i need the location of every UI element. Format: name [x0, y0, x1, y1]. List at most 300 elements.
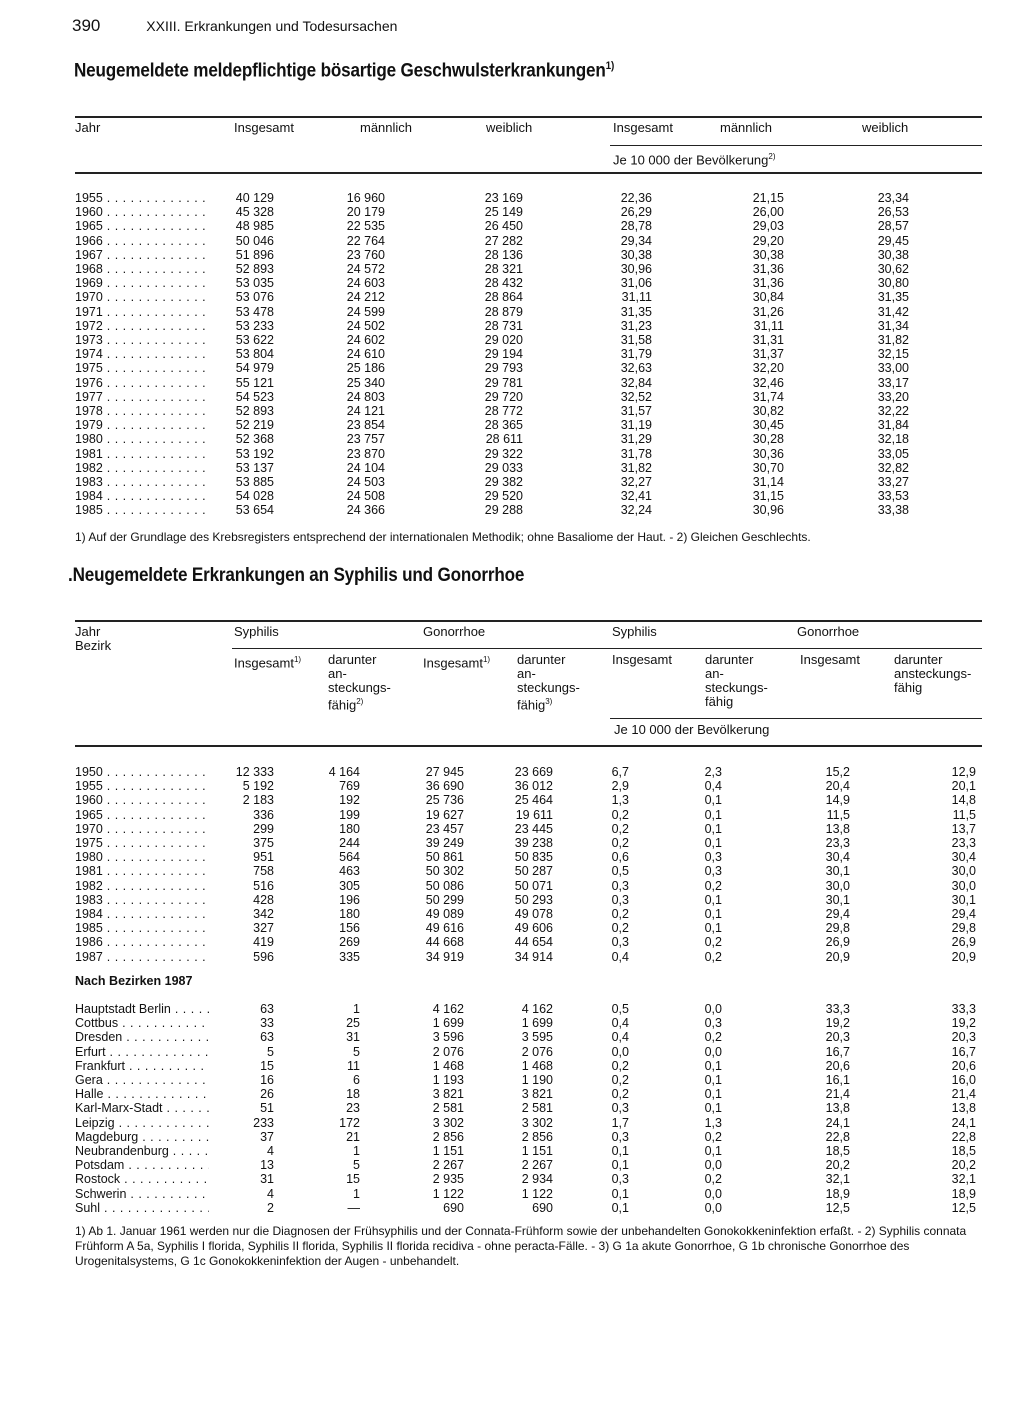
t2-bezirk-cell: 2 076	[521, 1044, 553, 1059]
t2-cell: 0,1	[704, 807, 722, 822]
t1-row	[75, 447, 982, 461]
t2-bezirk-row	[75, 1172, 982, 1186]
t2-cell: 0,3	[704, 850, 722, 865]
t2-cell: 327	[253, 921, 274, 936]
t1-cell: 32,20	[752, 361, 784, 376]
t2-bezirk-row	[75, 1158, 982, 1172]
t2-cell: 25 736	[425, 793, 464, 808]
t2-cell: 50 302	[425, 864, 464, 879]
t2-cell: 13,7	[951, 821, 976, 836]
t2-bezirk-cell: 21	[346, 1129, 360, 1144]
t2-cell: 49 078	[514, 907, 553, 921]
t2-bezirk-cell: 1 190	[521, 1073, 553, 1087]
t2-cell: 36 012	[514, 779, 553, 794]
t2-cell: 5 192	[242, 779, 274, 794]
t2-cell: 12 333	[235, 765, 274, 779]
t2-cell: 0,4	[611, 949, 629, 964]
t2-cell: 192	[339, 793, 360, 808]
t1-row-label: 1973 . . .	[75, 333, 209, 347]
t2-col-bezirk: Bezirk	[75, 638, 112, 653]
t1-row	[75, 333, 982, 347]
t1-row-label: 1975 . . .	[75, 361, 209, 375]
t2-bezirk-cell: 2 856	[521, 1129, 553, 1144]
t2-cell: 419	[253, 935, 274, 950]
t2-bezirk-row-label: Karl-Marx-Stadt . . .	[75, 1101, 209, 1115]
t2-row	[75, 864, 982, 878]
t1-cell: 32,18	[877, 432, 909, 447]
t2-bezirk-row-label: Dresden . . .	[75, 1030, 209, 1044]
t2-cell: 44 668	[425, 935, 464, 950]
t2-cell: 23 457	[425, 821, 464, 836]
t1-cell: 31,15	[752, 489, 784, 504]
t1-cell: 26,29	[620, 205, 652, 220]
t2-bezirk-row	[75, 1187, 982, 1201]
t1-cell: 53 622	[235, 333, 274, 347]
t2-row-label: 1970 . . .	[75, 822, 209, 836]
t2-bezirk-cell: 31	[260, 1172, 274, 1187]
t1-row	[75, 305, 982, 319]
t2-cell: 50 861	[425, 850, 464, 865]
t2-cell: 49 606	[514, 921, 553, 936]
t1-cell: 25 149	[484, 205, 523, 220]
t2-row-label: 1981 . . .	[75, 864, 209, 878]
t2-bezirk-cell: 0,3	[704, 1016, 722, 1031]
t1-cell: 28 611	[485, 432, 523, 447]
t2-cell: 29,4	[825, 907, 850, 921]
t2-bezirk-cell: 0,2	[611, 1087, 629, 1102]
t2-bezirk-cell: 16,7	[951, 1044, 976, 1059]
t2-syph-insg-footnote-mark: 1)	[293, 655, 302, 664]
t2-bezirk-row-label: Hauptstadt Berlin . . .	[75, 1002, 209, 1016]
t2-bezirk-row-label: Suhl . . .	[75, 1201, 209, 1215]
t2-cell: 14,9	[825, 793, 850, 808]
t1-cell: 33,20	[877, 389, 909, 404]
table1-title	[74, 60, 614, 82]
t2-bezirk-cell: 32,1	[951, 1172, 976, 1187]
t2-bezirk-cell: 23	[346, 1101, 360, 1116]
t1-cell: 29,34	[620, 233, 652, 248]
t2-row-label: 1975 . . .	[75, 836, 209, 850]
t2-gon-rate-darunter: darunter ansteckungs- fähig	[894, 652, 972, 695]
t2-bezirk-cell: 16	[260, 1073, 274, 1087]
t2-bezirk-row-label: Gera . . .	[75, 1073, 209, 1087]
t2-cell: 0,1	[704, 793, 722, 808]
t2-bezirk-row	[75, 1130, 982, 1144]
t2-bezirk-cell: 0,0	[704, 1044, 722, 1059]
t2-bezirk-cell: 12,5	[951, 1200, 976, 1215]
t1-cell: 31,14	[752, 475, 784, 489]
t1-cell: 32,46	[752, 375, 784, 390]
t2-cell: 30,4	[825, 850, 850, 865]
t2-cell: 0,3	[611, 892, 629, 907]
t1-cell: 24 610	[346, 347, 385, 362]
t2-bezirk-cell: 1 468	[432, 1058, 464, 1073]
t1-cell: 31,11	[621, 290, 652, 305]
t1-cell: 31,36	[752, 276, 784, 291]
t2-rate-header: Je 10 000 der Bevölkerung	[614, 722, 770, 737]
t2-bezirk-cell: 1	[353, 1002, 360, 1016]
t2-bezirk-cell: 20,6	[951, 1058, 976, 1073]
t2-row	[75, 808, 982, 822]
t2-bezirk-cell: 1 699	[432, 1016, 464, 1031]
t2-bezirk-cell: 0,4	[611, 1016, 629, 1031]
t2-cell: 0,2	[704, 878, 722, 893]
t1-cell: 20 179	[346, 205, 385, 220]
t2-col-gonorrhoe-rate: Gonorrhoe	[797, 624, 860, 639]
t2-bezirk-cell: 0,1	[704, 1087, 722, 1102]
t2-bezirk-cell: 0,2	[704, 1129, 722, 1144]
t2-cell: 50 835	[514, 850, 553, 865]
t1-cell: 31,79	[620, 347, 652, 362]
t2-bezirk-cell: 2	[267, 1200, 274, 1215]
t1-cell: 24 803	[346, 389, 385, 404]
t1-cell: 29,45	[877, 233, 909, 248]
t2-bezirk-cell: 0,2	[611, 1073, 629, 1087]
t1-row-label: 1955 . . .	[75, 191, 209, 205]
t1-row-label: 1966 . . .	[75, 234, 209, 248]
t2-bezirk-cell: 15	[260, 1058, 274, 1073]
t2-bezirk-cell: 0,1	[611, 1158, 629, 1173]
t2-cell: 12,9	[951, 765, 976, 779]
t1-cell: 53 233	[235, 318, 274, 333]
t2-cell: 19 627	[425, 807, 464, 822]
t2-syph-darunter-footnote-mark: 2)	[356, 697, 364, 706]
t2-bezirk-cell: 0,2	[704, 1030, 722, 1045]
t1-cell: 28,57	[877, 219, 909, 234]
t2-bezirk-row-label: Potsdam . . .	[75, 1158, 209, 1172]
t2-bezirk-cell: 13,8	[951, 1101, 976, 1116]
t1-row	[75, 191, 982, 205]
t1-cell: 24 602	[346, 333, 385, 347]
t1-col-weiblich-rate: weiblich	[862, 120, 909, 135]
t2-cell: 463	[339, 864, 360, 879]
t2-bezirk-row-label: Schwerin . . .	[75, 1187, 209, 1201]
t2-cell: 0,1	[704, 892, 722, 907]
t2-bezirk-cell: 0,2	[704, 1172, 722, 1187]
t2-cell: 0,1	[704, 921, 722, 936]
t2-cell: 27 945	[425, 765, 464, 779]
t2-cell: 23,3	[825, 836, 850, 850]
t1-row	[75, 418, 982, 432]
t1-cell: 24 503	[346, 475, 385, 489]
t1-cell: 31,35	[620, 304, 652, 319]
t2-cell: 19 611	[515, 807, 553, 822]
t1-cell: 24 121	[346, 404, 385, 418]
t2-row-label: 1984 . . .	[75, 907, 209, 921]
t1-cell: 26,53	[877, 205, 909, 220]
t2-cell: 335	[339, 949, 360, 964]
t2-cell: 564	[339, 850, 360, 865]
t2-bezirk-cell: 4 162	[521, 1002, 553, 1016]
t2-cell: 26,9	[951, 935, 976, 950]
t2-gon-insg-footnote-mark: 1)	[482, 655, 491, 664]
t1-cell: 31,82	[877, 333, 909, 347]
t1-cell: 23 169	[484, 191, 523, 205]
t1-cell: 31,84	[877, 418, 909, 433]
t2-bezirk-row	[75, 1144, 982, 1158]
t2-bezirk-row	[75, 1002, 982, 1016]
t2-bezirk-cell: 2 267	[432, 1158, 464, 1173]
t2-bezirk-cell: 24,1	[951, 1115, 976, 1130]
t1-col-insgesamt: Insgesamt	[234, 120, 294, 135]
t2-cell: 49 616	[425, 921, 464, 936]
t2-bezirk-cell: 690	[532, 1200, 553, 1215]
t2-cell: 0,4	[704, 779, 722, 794]
t1-cell: 31,11	[753, 318, 784, 333]
t1-cell: 30,62	[877, 262, 909, 276]
t2-bezirk-cell: 5	[353, 1158, 360, 1173]
t2-cell: 30,0	[951, 878, 976, 893]
t1-row	[75, 503, 982, 517]
t1-row-label: 1982 . . .	[75, 461, 209, 475]
t1-cell: 28,78	[620, 219, 652, 234]
t2-bezirk-cell: 3 302	[432, 1115, 464, 1130]
t1-cell: 31,57	[620, 404, 652, 418]
t2-syph-insg	[234, 653, 301, 670]
t1-cell: 16 960	[346, 191, 385, 205]
t1-cell: 28 136	[484, 247, 523, 262]
t1-row-label: 1976 . . .	[75, 376, 209, 390]
t2-syph-darunter-text: darunter an- steckungs- fähig	[328, 652, 391, 713]
t2-row-label: 1955 . . .	[75, 779, 209, 793]
t1-cell: 33,38	[877, 503, 909, 518]
t2-bezirk-row	[75, 1059, 982, 1073]
t2-bezirk-cell: 4	[267, 1144, 274, 1158]
t2-cell: 305	[339, 878, 360, 893]
t2-cell: 0,2	[611, 836, 629, 850]
t2-cell: 29,8	[825, 921, 850, 936]
t1-cell: 32,84	[620, 375, 652, 390]
t2-cell: 29,4	[951, 907, 976, 921]
t2-cell: 36 690	[425, 779, 464, 794]
t1-cell: 33,00	[877, 361, 909, 376]
t1-row	[75, 489, 982, 503]
t1-row-label: 1983 . . .	[75, 475, 209, 489]
t1-row	[75, 361, 982, 375]
t1-cell: 33,05	[877, 446, 909, 461]
t2-bezirk-row-label: Leipzig . . .	[75, 1116, 209, 1130]
t1-cell: 24 104	[346, 460, 385, 475]
t1-row	[75, 461, 982, 475]
t2-syph-darunter	[328, 653, 391, 712]
t2-bezirk-cell: 20,2	[951, 1158, 976, 1173]
t2-bezirk-cell: 15	[346, 1172, 360, 1187]
t2-bezirk-cell: 63	[260, 1030, 274, 1045]
t2-syph-insg-text: Insgesamt	[234, 655, 294, 671]
t1-cell: 30,38	[620, 247, 652, 262]
t2-row	[75, 879, 982, 893]
t2-cell: 0,2	[704, 935, 722, 950]
t2-bezirk-cell: 18	[346, 1087, 360, 1102]
t1-cell: 22,36	[620, 191, 652, 205]
t1-cell: 51 896	[235, 247, 274, 262]
t2-bezirk-cell: 21,4	[825, 1087, 850, 1102]
page-header	[72, 16, 397, 36]
t1-cell: 31,58	[620, 333, 652, 347]
t2-bezirk-row-label: Erfurt . . .	[75, 1045, 209, 1059]
t1-cell: 53 137	[235, 460, 274, 475]
t1-cell: 28 731	[484, 318, 523, 333]
t1-cell: 53 478	[235, 304, 274, 319]
t2-cell: 199	[339, 807, 360, 822]
t2-bezirk-cell: 51	[260, 1101, 274, 1116]
t2-bezirk-cell: 25	[346, 1016, 360, 1031]
t2-row	[75, 836, 982, 850]
t1-row	[75, 376, 982, 390]
table2-footnote: 1) Ab 1. Januar 1961 werden nur die Diagnosen der Frühsyphilis und der Connata-Frühform sowie der unbehandelten Gonokokkeninfektion erfaßt. - 2) Syphilis connata Frühform A 5a, Syphilis I florida, Syphilis II florida, Syphilis II florida recidiva - ohne peracta-Fälle. - 3) G 1a akute Gonorrhoe, G 1b chronische Gonorrhoe des Urogenitalsystems, G 1c Gonokokkeninfektion der Augen - unbehandelt.	[75, 1224, 967, 1268]
t1-cell: 45 328	[235, 205, 274, 220]
t2-cell: 39 249	[425, 836, 464, 850]
t2-row-label: 1987 . . .	[75, 950, 209, 964]
t1-col-insgesamt-rate: Insgesamt	[613, 120, 673, 135]
t1-cell: 29 520	[484, 489, 523, 504]
t2-cell: 0,3	[704, 864, 722, 879]
t1-cell: 50 046	[235, 233, 274, 248]
t2-cell: 30,1	[825, 892, 850, 907]
t1-row-label: 1984 . . .	[75, 489, 209, 503]
t2-bezirk-cell: 24,1	[825, 1115, 850, 1130]
t1-cell: 31,37	[752, 347, 784, 362]
t2-row-label: 1950 . . .	[75, 765, 209, 779]
t1-cell: 52 893	[235, 262, 274, 276]
t1-cell: 52 893	[235, 404, 274, 418]
t2-row-label: 1982 . . .	[75, 879, 209, 893]
t2-col-syphilis: Syphilis	[234, 624, 279, 639]
t2-bezirk-cell: 3 595	[521, 1030, 553, 1045]
t2-bezirk-cell: 37	[260, 1129, 274, 1144]
t1-cell: 52 219	[235, 418, 274, 433]
t2-bezirk-cell: 0,0	[611, 1044, 629, 1059]
t2-cell: 11,5	[826, 807, 850, 822]
t2-group-rule	[232, 648, 982, 649]
t1-cell: 30,96	[752, 503, 784, 518]
t1-cell: 24 603	[346, 276, 385, 291]
t1-cell: 32,15	[877, 347, 909, 362]
t2-bezirk-cell: 0,3	[611, 1101, 629, 1116]
t2-cell: 342	[253, 907, 274, 921]
t2-cell: 0,3	[611, 935, 629, 950]
t2-cell: 23 445	[514, 821, 553, 836]
t1-cell: 53 654	[235, 503, 274, 518]
t2-row	[75, 765, 982, 779]
t2-cell: 0,1	[704, 907, 722, 921]
t2-syph-rate-insg: Insgesamt	[612, 652, 672, 667]
t2-bezirk-cell: 20,3	[825, 1030, 850, 1045]
t2-bezirk-cell: 0,4	[611, 1030, 629, 1045]
t2-bezirk-row-label: Rostock . . .	[75, 1172, 209, 1186]
t1-cell: 29 781	[484, 375, 523, 390]
t1-row-label: 1960 . . .	[75, 205, 209, 219]
t1-cell: 24 599	[346, 304, 385, 319]
t2-gon-darunter	[517, 653, 580, 712]
t2-rate-rule	[610, 718, 982, 719]
t1-cell: 53 192	[235, 446, 274, 461]
t1-rate-header-footnote-mark: 2)	[768, 152, 776, 161]
t2-bezirk-cell: 12,5	[825, 1200, 850, 1215]
t1-row-label: 1967 . . .	[75, 248, 209, 262]
t2-row	[75, 950, 982, 964]
t1-cell: 33,27	[877, 475, 909, 489]
t1-cell: 53 076	[235, 290, 274, 305]
t2-row	[75, 793, 982, 807]
t1-cell: 24 508	[346, 489, 385, 504]
t2-bezirk-cell: 0,0	[704, 1002, 722, 1016]
t2-syph-rate-darunter: darunter an- steckungs- fähig	[705, 652, 768, 709]
t1-cell: 29 382	[484, 475, 523, 489]
t1-cell: 28 321	[484, 262, 523, 276]
t2-bezirk-cell: 0,1	[704, 1101, 722, 1116]
t2-bezirk-row-label: Frankfurt . . .	[75, 1059, 209, 1073]
t2-bezirk-cell: 20,6	[825, 1058, 850, 1073]
t2-cell: 0,1	[704, 836, 722, 850]
t1-cell: 32,82	[877, 460, 909, 475]
t2-bezirk-row	[75, 1030, 982, 1044]
t2-bezirk-row	[75, 1045, 982, 1059]
t2-bezirk-cell: —	[347, 1200, 360, 1215]
t1-row-label: 1985 . . .	[75, 503, 209, 517]
table1-title-footnote-mark: 1)	[605, 60, 615, 72]
t2-bezirk-cell: 33,3	[951, 1002, 976, 1016]
t1-row-label: 1979 . . .	[75, 418, 209, 432]
t1-cell: 53 885	[235, 475, 274, 489]
t2-bezirk-row	[75, 1087, 982, 1101]
t2-bezirk-cell: 2 267	[521, 1158, 553, 1173]
t2-cell: 4 164	[328, 765, 360, 779]
table1-footnote: 1) Auf der Grundlage des Krebsregisters entsprechend der internationalen Methodik; ohne Basaliome der Haut. - 2) Gleichen Geschlechts.	[75, 530, 811, 544]
t1-cell: 30,38	[877, 247, 909, 262]
t2-cell: 26,9	[825, 935, 850, 950]
t1-cell: 29 020	[484, 333, 523, 347]
t1-cell: 25 340	[346, 375, 385, 390]
t2-bezirk-cell: 32,1	[825, 1172, 850, 1187]
t2-row	[75, 822, 982, 836]
t1-cell: 30,28	[752, 432, 784, 447]
t2-bezirk-cell: 33	[260, 1016, 274, 1031]
t2-row-label: 1965 . . .	[75, 808, 209, 822]
t1-cell: 31,34	[877, 318, 909, 333]
t1-col-jahr: Jahr	[75, 120, 101, 135]
t1-cell: 54 028	[235, 489, 274, 504]
t1-cell: 23 757	[346, 432, 385, 447]
t2-cell: 20,9	[825, 949, 850, 964]
t2-row	[75, 907, 982, 921]
t2-cell: 11,5	[952, 807, 976, 822]
t2-gon-insg-text: Insgesamt	[423, 655, 483, 671]
t1-cell: 27 282	[484, 233, 523, 248]
t2-bezirk-cell: 3 821	[521, 1087, 553, 1102]
t2-bezirk-cell: 1,3	[704, 1115, 722, 1130]
t2-cell: 0,1	[704, 821, 722, 836]
t1-row	[75, 432, 982, 446]
t2-bezirk-row	[75, 1116, 982, 1130]
t2-cell: 951	[253, 850, 274, 865]
t1-cell: 28 365	[484, 418, 523, 433]
table1-header-rule	[75, 172, 982, 174]
t1-cell: 29 288	[484, 503, 523, 518]
t1-cell: 22 764	[346, 233, 385, 248]
t2-cell: 1,3	[611, 793, 629, 808]
t1-cell: 24 502	[346, 318, 385, 333]
t2-bezirk-row-label: Magdeburg . . .	[75, 1130, 209, 1144]
t1-cell: 29 793	[484, 361, 523, 376]
t2-bezirk-cell: 1 122	[521, 1186, 553, 1201]
t2-bezirk-row-label: Cottbus . . .	[75, 1016, 209, 1030]
t2-bezirk-cell: 2 581	[432, 1101, 464, 1116]
t2-cell: 30,0	[951, 864, 976, 879]
t2-bezirk-cell: 2 581	[521, 1101, 553, 1116]
t2-cell: 375	[253, 836, 274, 850]
t2-bezirk-cell: 0,1	[611, 1200, 629, 1215]
